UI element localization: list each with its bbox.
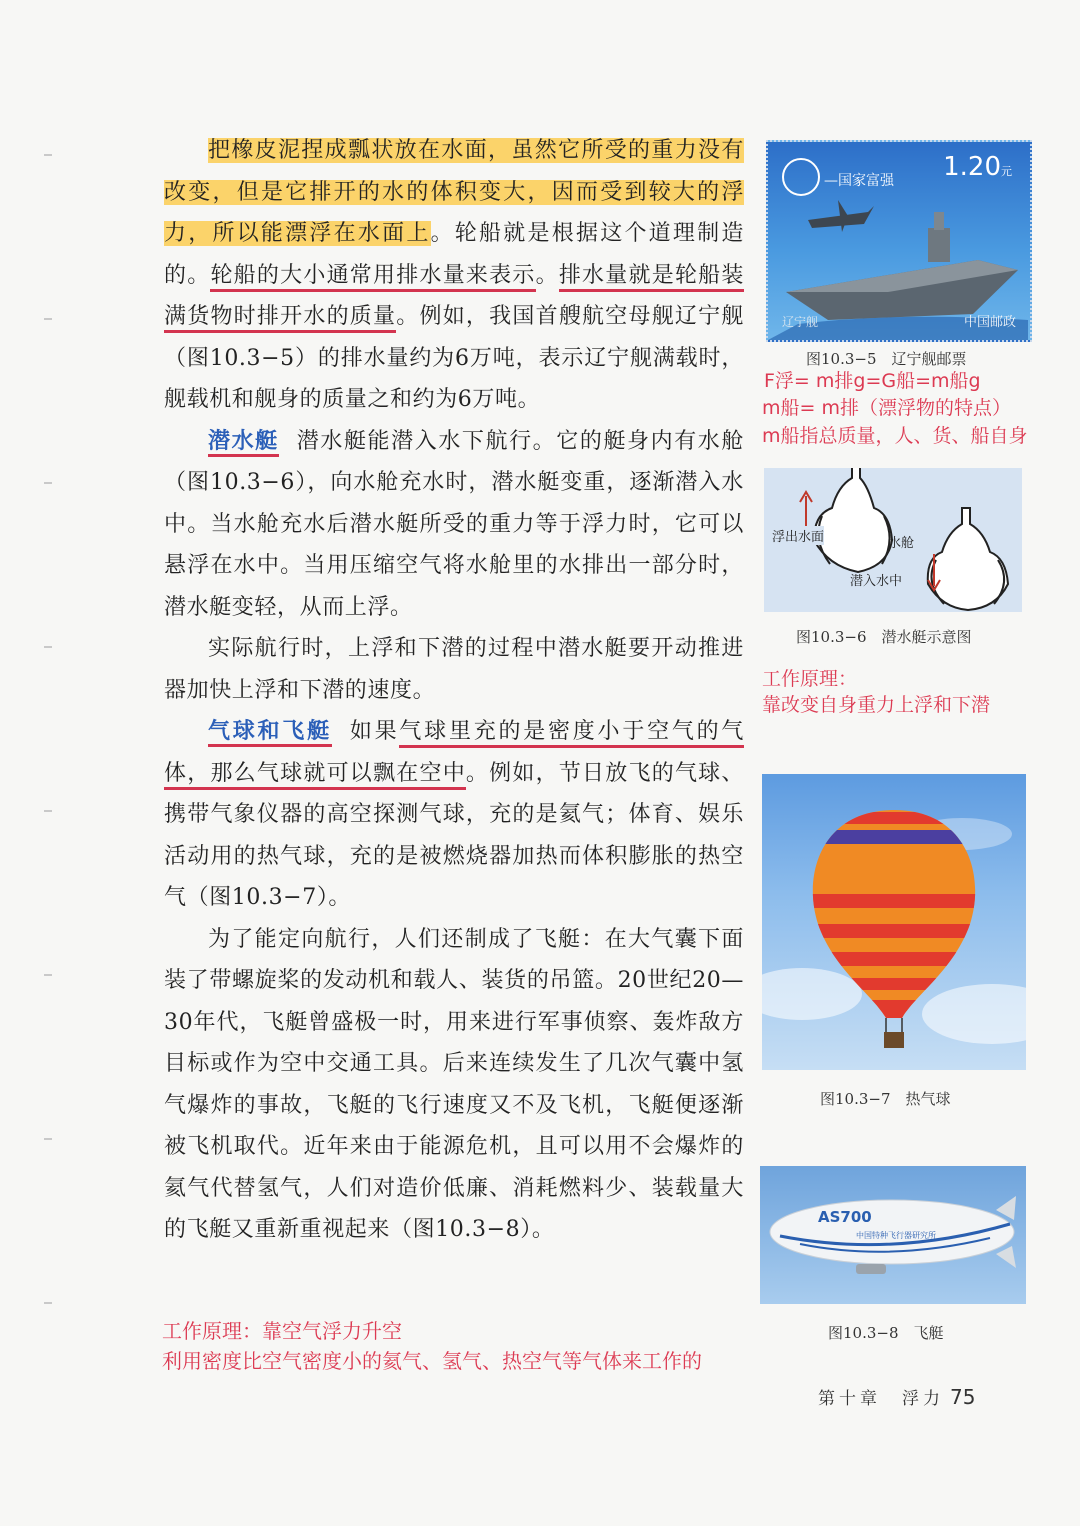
figure-caption-submarine: 图10.3−6 潜水艇示意图 (796, 628, 972, 646)
label-diving: 潜入水中 (850, 574, 903, 589)
main-text-column (164, 130, 744, 1251)
underlined-text: 轮船的大小通常用排水量来表示 (210, 263, 535, 292)
paragraph-navigation: 实际航行时，上浮和下潜的过程中潜水艇要开动推进器加快上浮和下潜的速度。 (164, 636, 744, 703)
highlighted-sentence: 把橡皮泥捏成瓢状放在水面，虽然它所受的重力没有改变，但是它排开的水的体积变大，因而受到较大的浮力，所以能漂浮在水面上 (164, 138, 744, 246)
margin-mark (44, 1302, 52, 1304)
margin-mark (44, 1138, 52, 1140)
annotation-formula-1: F浮= m排g=G船=m船g (764, 370, 981, 392)
paragraph-text: 。轮船就是根据这个道理制造的。 (164, 221, 744, 288)
figure-caption-stamp: 图10.3−5 辽宁舰邮票 (806, 350, 967, 368)
figure-caption-airship: 图10.3−8 飞艇 (828, 1324, 944, 1342)
paragraph-text: 。例如，我国首艘航空母舰辽宁舰（图10.3−5）的排水量约为6万吨，表示辽宁舰满载时，舰载机和舰身的质量之和约为6万吨。 (164, 304, 744, 412)
paragraph-text: 如果 (349, 719, 400, 744)
paragraph-submarine (164, 421, 744, 629)
margin-mark (44, 482, 52, 484)
stamp-country: 中国邮政 (963, 315, 1016, 330)
stamp-value: 1.20元 (943, 152, 1012, 182)
annotation-submarine-principle-title: 工作原理： (762, 668, 858, 690)
annotation-formula-3: m船指总质量，人、货、船自身 (762, 425, 1028, 447)
section-heading-submarine: 潜水艇 (208, 428, 279, 457)
page-number: 75 (950, 1385, 976, 1409)
stamp-figure (766, 140, 1032, 342)
margin-mark (44, 810, 52, 812)
balloon-figure (762, 774, 1026, 1070)
page-footer (818, 1384, 975, 1409)
hot-air-balloon-illustration (762, 774, 1026, 1070)
airship-figure (760, 1166, 1026, 1304)
chapter-title: 第十章 浮力 (818, 1389, 944, 1409)
paragraph-text: 潜水艇能潜入水下航行。它的艇身内有水舱（图10.3−6），向水舱充水时，潜水艇变重，逐渐潜入水中。当水舱充水后潜水艇所受的重力等于浮力时，它可以悬浮在水中。当用压缩空气将水舱里的水排出一部分时，潜水艇变轻，从而上浮。 (164, 428, 744, 620)
stamp-ship-label: 辽宁舰 (782, 315, 819, 329)
submarine-figure (764, 468, 1022, 612)
annotation-submarine-principle: 靠改变自身重力上浮和下潜 (762, 694, 991, 716)
airship-side-text: 中国特种飞行器研究所 (856, 1231, 936, 1240)
label-surfacing: 浮出水面 (772, 526, 824, 545)
paragraph-airship: 为了能定向航行，人们还制成了飞艇：在大气囊下面装了带螺旋桨的发动机和载人、装货的吊篮。20世纪20—30年代，飞艇曾盛极一时，用来进行军事侦察、轰炸敌方目标或作为空中交通工具。后来连续发生了几次气囊中氢气爆炸的事故，飞艇的飞行速度又不及飞机，飞艇便逐渐被飞机取代。近年来由于能源危机，且可以用不会爆炸的氦气代替氢气，人们对造价低廉、消耗燃料少、装载量大的飞艇又重新重视起来（图10.3−8）。 (164, 926, 744, 1242)
underlined-text: 气球里充的是密度小于空气的气体，那么气球就可以飘在空中 (164, 719, 744, 790)
paragraph-balloon (164, 711, 744, 919)
stamp-series-text: —国家富强 (824, 173, 894, 189)
airship-hull-text: AS700 (818, 1208, 872, 1226)
figure-caption-balloon: 图10.3−7 热气球 (820, 1090, 951, 1108)
annotation-formula-2: m船= m排（漂浮物的特点） (762, 397, 1011, 419)
underlined-text: 排水量就是轮船装满货物时排开水的质量 (164, 263, 744, 334)
margin-mark (44, 318, 52, 320)
margin-mark (44, 974, 52, 976)
paragraph-text: 。例如，节日放飞的气球、携带气象仪器的高空探测气球，充的是氦气；体育、娱乐活动用的热气球，充的是被燃烧器加热而体积膨胀的热空气（图10.3−7）。 (164, 760, 744, 910)
label-ballast-tank: 水舱 (888, 536, 915, 551)
submarine-surfacing (814, 468, 892, 572)
submarine-diving (928, 508, 1008, 610)
section-heading-balloon: 气球和飞艇 (208, 718, 332, 747)
stamp-logo-icon (782, 158, 820, 196)
margin-mark (44, 646, 52, 648)
annotation-airship-detail: 利用密度比空气密度小的氦气、氢气、热空气等气体来工作的 (162, 1349, 702, 1373)
annotation-airship-principle: 工作原理：靠空气浮力升空 (162, 1319, 402, 1343)
paragraph-ship (164, 130, 744, 421)
margin-mark (44, 154, 52, 156)
paragraph-text: 。 (535, 262, 559, 288)
